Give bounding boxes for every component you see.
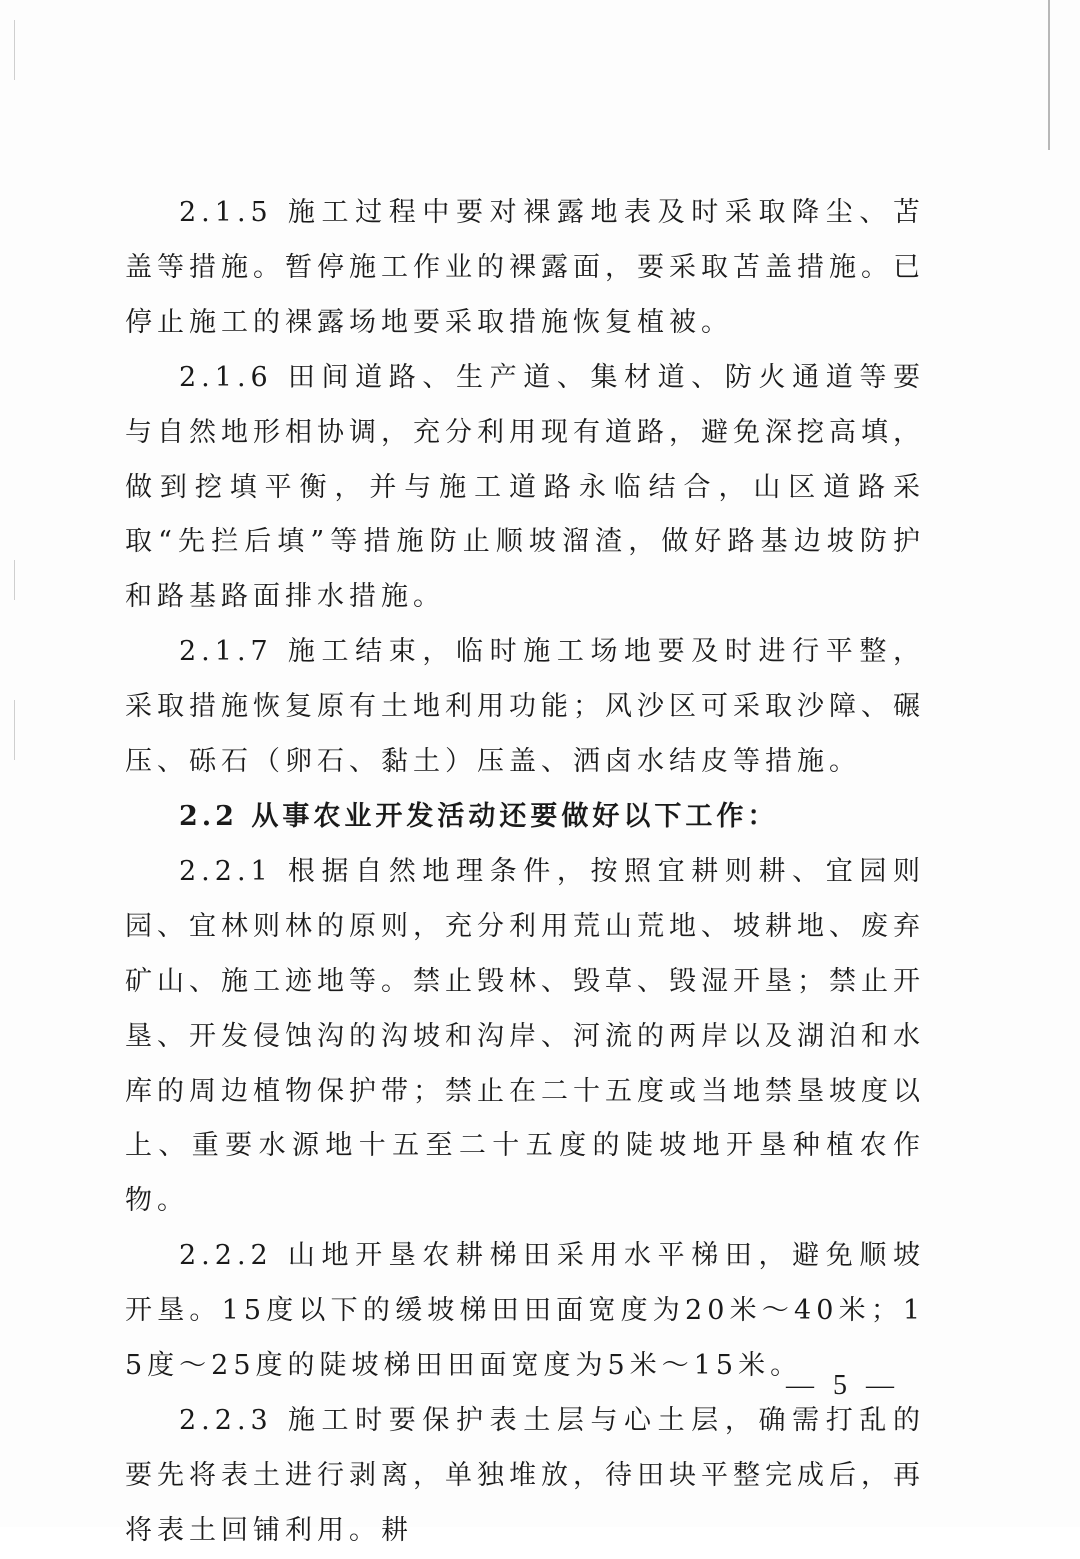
- scan-margin-mark: [14, 560, 15, 600]
- scan-margin-mark: [14, 20, 15, 80]
- paragraph-2-1-6: 2.1.6 田间道路、生产道、集材道、防火通道等要与自然地形相协调，充分利用现有道路，避免深挖高填，做到挖填平衡，并与施工道路永临结合，山区道路采取“先拦后填”等措施防止顺坡溜渣，做好路基边坡防护和路基路面排水措施。: [125, 361, 925, 613]
- section-heading-2-2: 2.2 从事农业开发活动还要做好以下工作：: [179, 800, 779, 832]
- paragraph-2-2-2: 2.2.2 山地开垦农耕梯田采用水平梯田，避免顺坡开垦。15度以下的缓坡梯田田面宽度为20米～40米；15度～25度的陡坡梯田田面宽度为5米～15米。: [125, 1240, 925, 1382]
- page-number: — 5 —: [786, 1370, 900, 1401]
- paragraph-2-1-5: 2.1.5 施工过程中要对裸露地表及时采取降尘、苫盖等措施。暂停施工作业的裸露面，要采取苫盖措施。已停止施工的裸露场地要采取措施恢复植被。: [125, 197, 925, 338]
- scan-margin-mark: [14, 700, 15, 760]
- document-body: [125, 186, 925, 1559]
- paragraph-2-2-3: 2.2.3 施工时要保护表土层与心土层，确需打乱的要先将表土进行剥离，单独堆放，待田块平整完成后，再将表土回铺利用。耕: [125, 1404, 925, 1546]
- scan-edge-line: [1048, 0, 1050, 150]
- paragraph-2-1-7: 2.1.7 施工结束，临时施工场地要及时进行平整，采取措施恢复原有土地利用功能；风沙区可采取沙障、碾压、砾石（卵石、黏土）压盖、洒卤水结皮等措施。: [125, 636, 925, 778]
- paragraph-2-2-1: 2.2.1 根据自然地理条件，按照宜耕则耕、宜园则园、宜林则林的原则，充分利用荒山荒地、坡耕地、废弃矿山、施工迹地等。禁止毁林、毁草、毁湿开垦；禁止开垦、开发侵蚀沟的沟坡和沟岸、河流的两岸以及湖泊和水库的周边植物保护带；禁止在二十五度或当地禁垦坡度以上、重要水源地十五至二十五度的陡坡地开垦种植农作物。: [125, 855, 925, 1217]
